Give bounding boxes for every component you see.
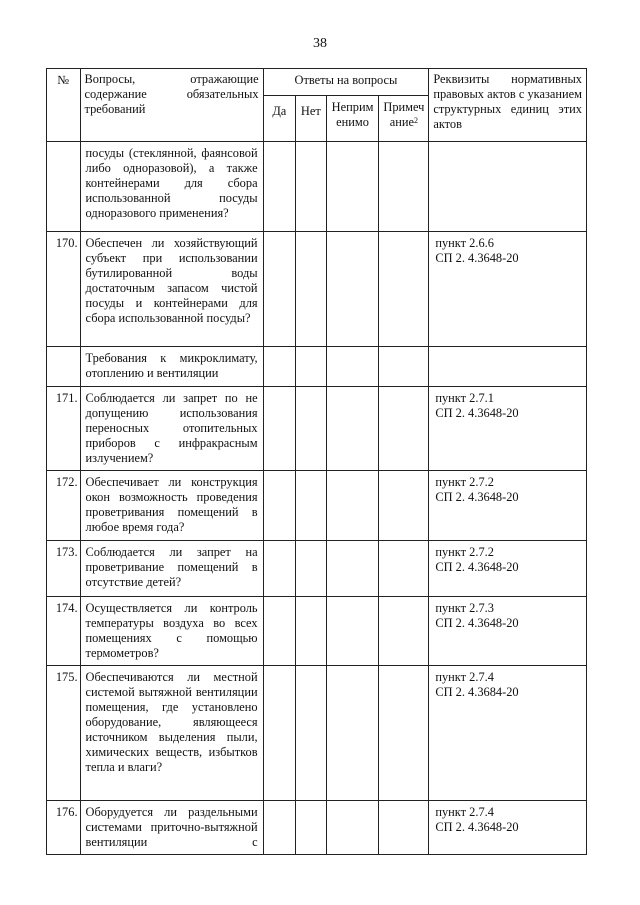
requisites-cell [429, 232, 587, 347]
row-number [47, 142, 81, 232]
requisite-clause: пункт 2.7.2 [435, 545, 494, 559]
header-row [47, 69, 587, 96]
header-number: № [47, 69, 81, 142]
answer-not-applicable-cell[interactable] [326, 801, 379, 855]
answer-yes-cell [263, 347, 296, 387]
requisite-document: СП 2. 4.3648-20 [435, 406, 519, 420]
table-row [47, 597, 587, 666]
answer-note-cell[interactable] [379, 471, 429, 541]
row-question: Обеспечиваются ли местной системой вытяжной вентиляции помещения, где установлено оборудование, являющееся источником выделения пыли, химических веществ, избытков тепла и влаги? [80, 666, 263, 801]
row-number [47, 347, 81, 387]
answer-no-cell[interactable] [296, 471, 327, 541]
requisite-clause: пункт 2.7.2 [435, 475, 494, 489]
row-question: Соблюдается ли запрет по не допущению использования переносных отопительных приборов с инфракрасным излучением? [80, 387, 263, 471]
answer-yes-cell[interactable] [263, 232, 296, 347]
answer-not-applicable-cell[interactable] [326, 387, 379, 471]
answer-not-applicable-cell[interactable] [326, 142, 379, 232]
answer-no-cell[interactable] [296, 142, 327, 232]
header-answer-no: Нет [296, 96, 327, 142]
answer-not-applicable-cell[interactable] [326, 471, 379, 541]
table-row [47, 541, 587, 597]
header-questions: Вопросы, отражающие содержание обязательных требований [80, 69, 263, 142]
header-requisites: Реквизиты нормативных правовых актов с указанием структурных единиц этих актов [429, 69, 587, 142]
row-number: 176. [47, 801, 81, 855]
requisite-document: СП 2. 4.3648-20 [435, 820, 519, 834]
table-row [47, 666, 587, 801]
row-question: посуды (стеклянной, фаянсовой либо одноразовой), а также контейнерами для сбора использованной посуды одноразового применения? [80, 142, 263, 232]
table-row [47, 801, 587, 855]
requisite-clause: пункт 2.6.6 [435, 236, 494, 250]
answer-note-cell[interactable] [379, 232, 429, 347]
requisite-document: СП 2. 4.3684-20 [435, 685, 519, 699]
section-title: Требования к микроклимату, отоплению и вентиляции [80, 347, 263, 387]
requisite-document: СП 2. 4.3648-20 [435, 251, 519, 265]
page-number: 38 [313, 36, 327, 51]
answer-yes-cell[interactable] [263, 666, 296, 801]
row-question: Оборудуется ли раздельными системами приточно-вытяжной вентиляции с [80, 801, 263, 855]
requisite-document: СП 2. 4.3648-20 [435, 616, 519, 630]
row-number: 171. [47, 387, 81, 471]
requisite-document: СП 2. 4.3648-20 [435, 490, 519, 504]
answer-not-applicable-cell[interactable] [326, 597, 379, 666]
header-answers: Ответы на вопросы [263, 69, 429, 96]
answer-no-cell[interactable] [296, 801, 327, 855]
requisite-document: СП 2. 4.3648-20 [435, 560, 519, 574]
header-answer-not-applicable: Неприм енимо [326, 96, 379, 142]
answer-no-cell[interactable] [296, 387, 327, 471]
requisite-clause: пункт 2.7.4 [435, 670, 494, 684]
table-row [47, 232, 587, 347]
requisite-clause: пункт 2.7.3 [435, 601, 494, 615]
answer-yes-cell[interactable] [263, 541, 296, 597]
row-question: Обеспечивает ли конструкция окон возможность проведения проветривания помещений в любое время года? [80, 471, 263, 541]
row-number: 172. [47, 471, 81, 541]
requisites-cell [429, 666, 587, 801]
answer-not-applicable-cell [326, 347, 379, 387]
requisites-cell [429, 801, 587, 855]
row-number: 170. [47, 232, 81, 347]
answer-yes-cell[interactable] [263, 471, 296, 541]
answer-no-cell[interactable] [296, 232, 327, 347]
header-answer-note [379, 96, 429, 142]
section-row [47, 347, 587, 387]
requisites-cell [429, 347, 587, 387]
row-number: 174. [47, 597, 81, 666]
requirements-table [46, 68, 587, 855]
header-answer-yes: Да [263, 96, 296, 142]
answer-yes-cell[interactable] [263, 801, 296, 855]
answer-no-cell[interactable] [296, 597, 327, 666]
answer-note-cell[interactable] [379, 666, 429, 801]
table-row [47, 471, 587, 541]
requisite-clause: пункт 2.7.1 [435, 391, 494, 405]
row-number: 173. [47, 541, 81, 597]
requisites-cell [429, 541, 587, 597]
footnote-marker: 2 [414, 116, 419, 125]
answer-note-cell[interactable] [379, 387, 429, 471]
answer-yes-cell[interactable] [263, 597, 296, 666]
requisites-cell [429, 597, 587, 666]
answer-note-cell[interactable] [379, 597, 429, 666]
answer-not-applicable-cell[interactable] [326, 232, 379, 347]
answer-not-applicable-cell[interactable] [326, 666, 379, 801]
answer-note-cell [379, 347, 429, 387]
answer-note-cell[interactable] [379, 801, 429, 855]
answer-note-cell[interactable] [379, 142, 429, 232]
row-question: Соблюдается ли запрет на проветривание помещений в отсутствие детей? [80, 541, 263, 597]
answer-note-cell[interactable] [379, 541, 429, 597]
requisites-cell [429, 142, 587, 232]
requisites-cell [429, 387, 587, 471]
answer-no-cell[interactable] [296, 541, 327, 597]
requisite-clause: пункт 2.7.4 [435, 805, 494, 819]
answer-yes-cell[interactable] [263, 387, 296, 471]
answer-not-applicable-cell[interactable] [326, 541, 379, 597]
row-question: Обеспечен ли хозяйствующий субъект при использовании бутилированной воды достаточным запасом чистой посуды и контейнерами для сбора использованной посуды? [80, 232, 263, 347]
row-question: Осуществляется ли контроль температуры воздуха во всех помещениях с помощью термометров? [80, 597, 263, 666]
table-row [47, 387, 587, 471]
answer-no-cell[interactable] [296, 666, 327, 801]
table-row [47, 142, 587, 232]
answer-yes-cell[interactable] [263, 142, 296, 232]
row-number: 175. [47, 666, 81, 801]
answer-no-cell [296, 347, 327, 387]
header-answer-note-label: Примеч ание [383, 100, 425, 129]
requisites-cell [429, 471, 587, 541]
